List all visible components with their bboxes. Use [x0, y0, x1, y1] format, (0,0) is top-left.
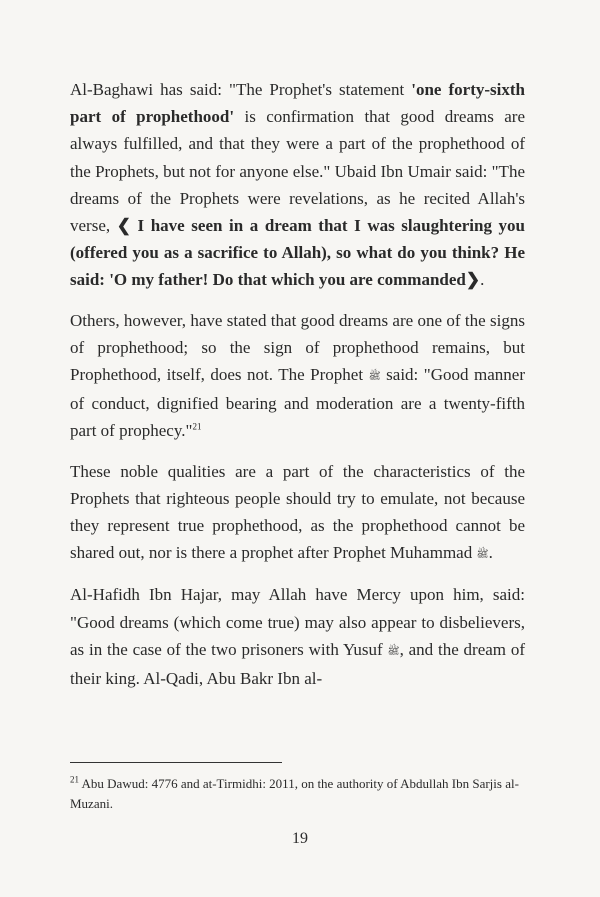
footnote-ref: 21	[192, 421, 202, 432]
salutation-icon: ﷺ	[368, 371, 381, 383]
footnote-number: 21	[70, 774, 79, 785]
salutation-icon: ﷺ	[476, 549, 489, 561]
text: .	[480, 270, 485, 290]
bold-quote: 'one forty-sixth part of prophethood'	[70, 80, 525, 127]
footnote-text: Abu Dawud: 4776 and at-Tirmidhi: 2011, on the authority of Abdullah Ibn Sarjis al-Muzani.	[70, 776, 519, 811]
text: is confirmation that good dreams are always fulfilled, and that they were a part of the prophethood of the Prophets, but not for anyone else." Ubaid Ibn Umair said: "The dreams of the Prophets were revelations, as he recited Allah's verse,	[70, 107, 525, 236]
salutation-icon: ﷺ	[387, 645, 400, 657]
text: Others, however, have stated that good dreams are one of the signs of prophethood; so the sign of prophethood remains, but Prophethood, itself, does not. The Prophet	[70, 310, 525, 385]
paragraph-1	[70, 76, 525, 294]
page-number: 19	[292, 830, 308, 847]
body-text	[70, 76, 525, 705]
paragraph-3	[70, 458, 525, 569]
text: Al-Baghawi has said: "The Prophet's statement	[70, 80, 412, 99]
text: .	[488, 543, 493, 563]
footnote-divider	[70, 762, 282, 763]
paragraph-4	[70, 581, 525, 692]
text: , and the dream of their king. Al-Qadi, Abu Bakr Ibn al-	[70, 639, 526, 689]
quran-verse: I have seen in a dream that I was slaughtering you (offered you as a sacrifice to Allah), so what do you think? He said: 'O my father! Do that which you are commanded	[70, 216, 525, 290]
footnote	[70, 774, 525, 814]
text: These noble qualities are a part of the characteristics of the Prophets that righteous people should try to emulate, not because they represent true prophethood, as the prophethood cannot be shared out, nor is there a prophet after Prophet Muhammad	[70, 461, 525, 563]
text: said: "Good manner of conduct, dignified bearing and moderation are a twenty-fifth part of prophecy."	[70, 365, 525, 441]
text: Al-Hafidh Ibn Hajar, may Allah have Mercy upon him, said: "Good dreams (which come true) may also appear to disbelievers, as in the case of the two prisoners with Yusuf	[70, 585, 525, 659]
quran-bracket-open-icon: ❮	[116, 216, 131, 236]
quran-bracket-close-icon: ❯	[465, 270, 481, 290]
paragraph-2	[70, 307, 525, 445]
